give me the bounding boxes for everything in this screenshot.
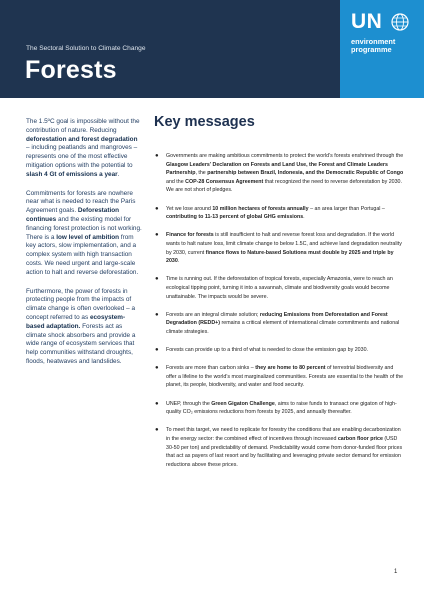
bullet-icon: ●	[155, 153, 159, 159]
page-number: 1	[394, 569, 398, 575]
text-run: .	[177, 258, 180, 265]
key-message-item	[154, 426, 404, 469]
key-message-item	[154, 400, 404, 417]
text-run: , aims to raise funds to transact one gigaton of high-quality CO₂ emissions reductions from forests by 2025, and annually thereafter.	[166, 400, 397, 416]
text-run: that recognized the need to reverse deforestation by 2030. We are not short of pledges.	[166, 178, 402, 194]
bullet-icon: ●	[155, 205, 159, 212]
text-run: Furthermore, the power of forests in protecting people from the impacts of climate change is often overlooked – a concept referred to as	[26, 287, 136, 321]
text-run: Forests act as climate shock absorbers and provide a wide range of ecosystem services that help communities withstand droughts, floods, heatwaves and landslides.	[26, 322, 136, 365]
text-run: from key actors, slow implementation, and a complex system with high transaction costs. We need urgent and large-scale action to halt and reverse deforestation.	[26, 233, 139, 276]
key-messages-heading: Key messages	[154, 114, 255, 130]
bullet-icon: ●	[155, 276, 159, 283]
bold-text: reducing Emissions from Deforestation and Forest Degradation (REDD+)	[166, 311, 388, 327]
text-run: To meet this target, we need to replicate for forestry the conditions that are enabling decarbonization in the energy sector: the combined effect of incentives through increased	[166, 427, 401, 442]
bullet-icon: ●	[155, 400, 159, 407]
bullet-icon: ●	[155, 232, 159, 239]
bold-text: Finance for forests	[166, 232, 214, 239]
bold-text: carbon floor price	[337, 436, 383, 442]
text-run: Forests are more than carbon sinks –	[166, 365, 256, 372]
bold-text: ecosystem-based adaptation.	[26, 313, 126, 330]
intro-paragraph-3	[26, 288, 142, 367]
logo-un-text: UN	[351, 10, 383, 33]
text-run: (USD 30-50 per ton) and predictability of demand. Predictability would come from donor-funded floor prices that act as payers of last resort and by facilitating and leveraging private sector demand for emission reductions above these prices.	[166, 436, 403, 468]
text-run: , the	[195, 170, 208, 177]
key-message-item	[154, 152, 404, 195]
text-run: of terrestrial biodiversity and offer a lifeline to the world’s most marginalized communities. Forests are essential to the health of the planet, its people, biodiversity, and water and food security.	[166, 365, 404, 389]
unep-logo	[340, 0, 424, 98]
text-run: Forests can provide up to a third of what is needed to close the emission gap by 2030.	[166, 347, 368, 354]
text-run: The 1.5ºC goal is impossible without the contribution of nature. Reducing	[26, 118, 140, 134]
key-message-item	[154, 231, 404, 265]
key-message-item	[154, 205, 404, 222]
logo-line-environment: environment	[351, 37, 396, 46]
text-run: remains a critical element of international climate commitments and national climate strategies.	[166, 320, 400, 335]
bold-text: partnership between Brazil, Indonesia, and the Democratic Republic of Congo	[207, 170, 404, 177]
bold-text: slash 4 Gt of emissions a year	[26, 170, 118, 178]
text-run: Governments are making ambitious commitments to protect the world’s forests enshrined through the	[166, 153, 404, 159]
logo-line-programme: programme	[351, 44, 392, 54]
bullet-icon: ●	[155, 365, 159, 372]
bold-text: Deforestation continues	[26, 207, 120, 223]
key-message-item	[154, 275, 404, 301]
text-run: .	[303, 214, 305, 221]
bold-text: Glasgow Leaders’ Declaration on Forests and Land Use, the Forest and Climate Leaders Partnership	[166, 161, 388, 177]
intro-paragraph-2	[26, 190, 142, 278]
key-message-item	[154, 346, 404, 355]
text-run: Commitments for forests are nowhere near what is needed to reach the Paris Agreement goals.	[26, 189, 136, 215]
intro-paragraph-1	[26, 118, 142, 180]
text-run: is still insufficient to halt and reverse forest loss and degradation. If the world wants to halt nature loss, limit climate change to below 1.5C, and achieve land degradation neutrality by 2030, current	[166, 232, 402, 256]
text-run: and the	[166, 178, 186, 185]
text-run: – an area larger than Portugal –	[308, 205, 385, 212]
bold-text: COP-28 Consensus Agreement	[185, 178, 264, 185]
header-banner	[0, 0, 424, 98]
bold-text: they are home to 80 percent	[255, 365, 326, 372]
page-title: Forests	[25, 56, 117, 84]
text-run: UNEP, through the	[166, 400, 212, 407]
bullet-icon: ●	[155, 347, 159, 354]
text-run: .	[117, 170, 120, 178]
bold-text: contributing to 11-13 percent of global GHG emissions	[166, 214, 304, 221]
text-run: and the existing model for financing forest protection is not working. There is a	[26, 215, 142, 241]
text-run: Yet we lose around	[166, 205, 213, 212]
logo-wordmark	[351, 38, 395, 54]
text-run: Forests are an integral climate solution;	[166, 311, 260, 318]
bullet-icon: ●	[155, 311, 159, 318]
intro-column	[26, 118, 142, 377]
bold-text: deforestation and forest degradation	[26, 135, 138, 143]
text-run: – including peatlands and mangroves – represents one of the most effective mitigation options with the potential to	[26, 144, 138, 169]
un-emblem-icon	[390, 12, 410, 32]
bold-text: finance flows to Nature-based Solutions must double by 2025 and triple by 2030	[166, 249, 394, 265]
bullet-icon: ●	[155, 427, 159, 434]
bold-text: Green Gigaton Challenge	[211, 400, 275, 407]
text-run: Time is running out. If the deforestation of tropical forests, especially Amazonia, were to reach an ecological tipping point, turning it into a savannah, climate and biodiversity goals would become unattainable. The impacts would be severe.	[166, 276, 393, 300]
key-messages-list	[154, 152, 404, 479]
bold-text: low level of ambition	[56, 233, 120, 241]
key-message-item	[154, 311, 404, 337]
key-message-item	[154, 364, 404, 390]
bold-text: 10 million hectares of forests annually	[212, 205, 309, 212]
page-subtitle: The Sectoral Solution to Climate Change	[26, 45, 146, 52]
